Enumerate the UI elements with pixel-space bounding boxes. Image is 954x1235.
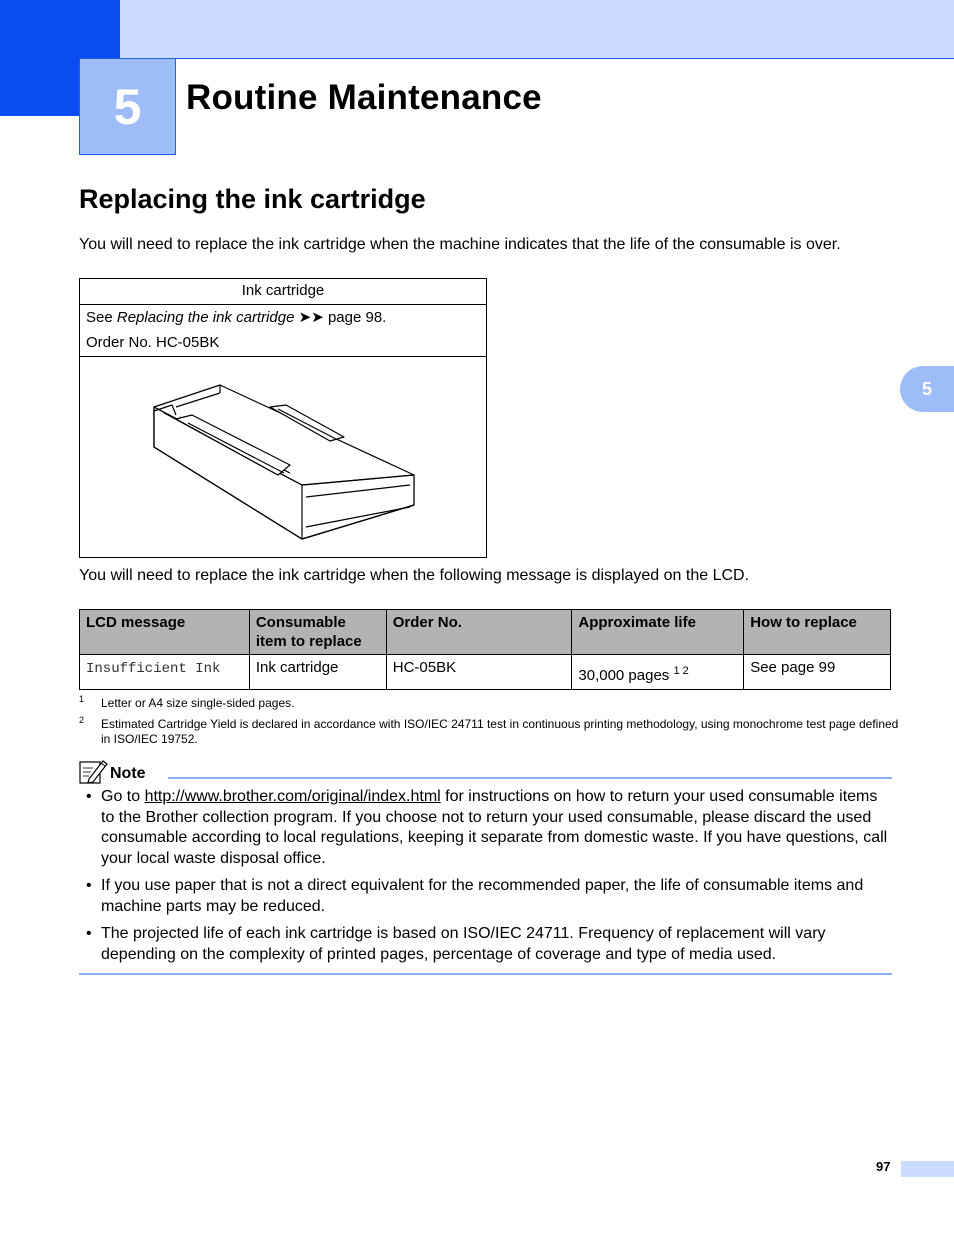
- chapter-number: 5: [113, 78, 142, 135]
- table-header-row: [80, 610, 891, 655]
- note-bullet-3: • The projected life of each ink cartridge is based on ISO/IEC 24711. Frequency of replacement will vary depending on the complexity of printed pages, percentage of coverage and type of media used.: [86, 925, 826, 963]
- column-header: LCD message: [80, 610, 250, 655]
- table-row: [80, 655, 891, 690]
- intro-paragraph: You will need to replace the ink cartridge when the machine indicates that the life of the consumable is over.: [79, 236, 841, 253]
- note-bottom-rule: [79, 973, 892, 975]
- double-arrow-icon: ➤➤: [298, 309, 324, 326]
- footnote-refs[interactable]: 1 2: [673, 665, 689, 677]
- column-header: Consumable item to replace: [249, 610, 386, 655]
- lcd-message-table: [79, 609, 891, 690]
- column-header: Order No.: [386, 610, 572, 655]
- see-reference: See Replacing the ink cartridge ➤➤ page 98.: [86, 309, 387, 326]
- header-band-light: [120, 0, 954, 59]
- note-bullet-2: • If you use paper that is not a direct equivalent for the recommended paper, the life of consumable items and machine parts may be reduced.: [86, 877, 864, 915]
- footnote-number: 1: [79, 694, 85, 704]
- chapter-number-box: [79, 58, 176, 155]
- chapter-side-tab[interactable]: [900, 366, 954, 412]
- note-top-rule: [168, 777, 892, 779]
- order-no-cell: HC-05BK: [386, 655, 572, 690]
- lcd-message-text: Insufficient Ink: [86, 661, 221, 677]
- order-number: Order No. HC-05BK: [86, 334, 220, 351]
- info-box-details: [80, 305, 486, 357]
- how-to-replace-cell: See page 99: [744, 655, 891, 690]
- column-header: Approximate life: [572, 610, 744, 655]
- page-number-bar: [901, 1161, 954, 1177]
- see-reference-link[interactable]: Replacing the ink cartridge: [116, 309, 295, 326]
- chapter-title: Routine Maintenance: [186, 78, 542, 117]
- bullet-icon: •: [86, 925, 92, 942]
- ink-cartridge-info-box: [79, 278, 487, 558]
- section-title: Replacing the ink cartridge: [79, 184, 426, 214]
- note-pencil-icon: [79, 759, 108, 785]
- footnote-text: Letter or A4 size single-sided pages.: [101, 696, 295, 710]
- footnote-number: 2: [79, 715, 85, 725]
- column-header: How to replace: [744, 610, 891, 655]
- info-box-header: Ink cartridge: [80, 279, 486, 305]
- item-cell: Ink cartridge: [249, 655, 386, 690]
- brother-collection-link[interactable]: http://www.brother.com/original/index.html: [144, 788, 441, 805]
- lcd-message-cell: [80, 655, 250, 690]
- bullet-icon: •: [86, 877, 92, 894]
- cartridge-image-cell: [80, 357, 486, 557]
- page-number: 97: [876, 1159, 891, 1174]
- lcd-intro-paragraph: You will need to replace the ink cartridge when the following message is displayed on the LCD.: [79, 567, 750, 584]
- footnote-text: Estimated Cartridge Yield is declared in accordance with ISO/IEC 24711 test in continuous printing methodology, using monochrome test page defined in ISO/IEC 19752.: [101, 717, 899, 746]
- life-cell: 30,000 pages $^{1 2}$: [572, 655, 744, 690]
- note-bullet-1: • Go to http://www.brother.com/original/index.html for instructions on how to return your used consumable items to the Brother collection program. If you choose not to return your used consumable, please discard the used consumable according to local regulations, keeping it separate from domestic waste. If you have questions, call your local waste disposal office.: [86, 788, 888, 867]
- ink-cartridge-illustration: [80, 357, 486, 557]
- note-label: Note: [110, 765, 146, 782]
- bullet-icon: •: [86, 788, 92, 805]
- side-tab-label: 5: [921, 378, 932, 399]
